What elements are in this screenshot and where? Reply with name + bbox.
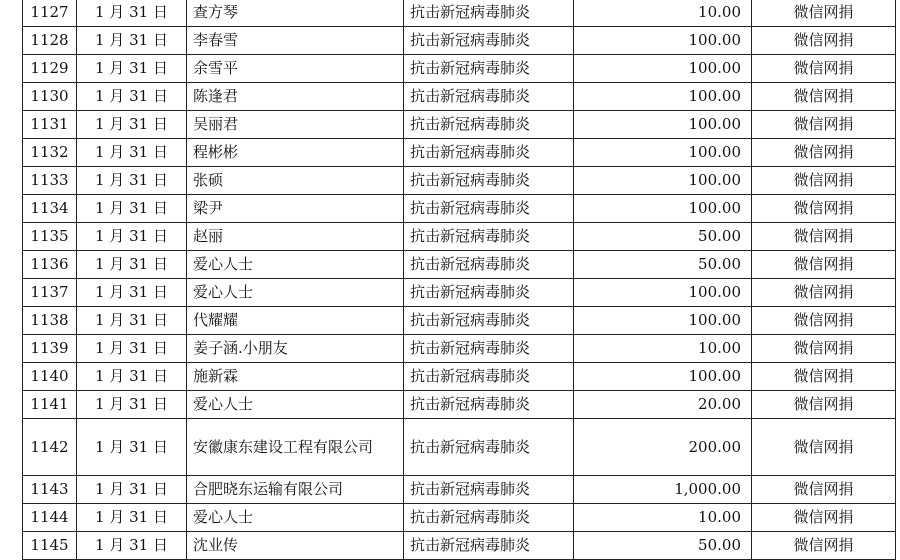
amount-cell: 10.00 <box>574 0 752 27</box>
date-cell: 1 月 31 日 <box>77 27 187 55</box>
purpose-cell: 抗击新冠病毒肺炎 <box>404 223 574 251</box>
amount-cell: 100.00 <box>574 83 752 111</box>
donor-name-cell: 合肥晓东运输有限公司 <box>187 476 404 504</box>
record-number-cell: 1133 <box>23 167 77 195</box>
donor-name-cell: 李春雪 <box>187 27 404 55</box>
purpose-cell: 抗击新冠病毒肺炎 <box>404 391 574 419</box>
amount-cell: 200.00 <box>574 419 752 476</box>
record-number-cell: 1131 <box>23 111 77 139</box>
date-cell: 1 月 31 日 <box>77 335 187 363</box>
table-row <box>23 532 896 560</box>
donor-name-cell: 代耀耀 <box>187 307 404 335</box>
donation-table <box>22 0 896 560</box>
donor-name-cell: 陈逢君 <box>187 83 404 111</box>
table-row <box>23 335 896 363</box>
table-row <box>23 419 896 476</box>
amount-cell: 100.00 <box>574 27 752 55</box>
date-cell: 1 月 31 日 <box>77 279 187 307</box>
purpose-cell: 抗击新冠病毒肺炎 <box>404 335 574 363</box>
record-number-cell: 1139 <box>23 335 77 363</box>
purpose-cell: 抗击新冠病毒肺炎 <box>404 476 574 504</box>
amount-cell: 100.00 <box>574 111 752 139</box>
donor-name-cell: 余雪平 <box>187 55 404 83</box>
donor-name-cell: 施新霖 <box>187 363 404 391</box>
purpose-cell: 抗击新冠病毒肺炎 <box>404 363 574 391</box>
donor-name-cell: 爱心人士 <box>187 251 404 279</box>
record-number-cell: 1138 <box>23 307 77 335</box>
method-cell: 微信网捐 <box>752 251 896 279</box>
donor-name-cell: 张硕 <box>187 167 404 195</box>
purpose-cell: 抗击新冠病毒肺炎 <box>404 111 574 139</box>
table-row <box>23 167 896 195</box>
purpose-cell: 抗击新冠病毒肺炎 <box>404 504 574 532</box>
purpose-cell: 抗击新冠病毒肺炎 <box>404 251 574 279</box>
amount-cell: 20.00 <box>574 391 752 419</box>
date-cell: 1 月 31 日 <box>77 363 187 391</box>
date-cell: 1 月 31 日 <box>77 0 187 27</box>
method-cell: 微信网捐 <box>752 335 896 363</box>
amount-cell: 100.00 <box>574 167 752 195</box>
table-row <box>23 476 896 504</box>
donor-name-cell: 程彬彬 <box>187 139 404 167</box>
amount-cell: 50.00 <box>574 251 752 279</box>
method-cell: 微信网捐 <box>752 139 896 167</box>
purpose-cell: 抗击新冠病毒肺炎 <box>404 55 574 83</box>
record-number-cell: 1130 <box>23 83 77 111</box>
table-row <box>23 504 896 532</box>
purpose-cell: 抗击新冠病毒肺炎 <box>404 532 574 560</box>
amount-cell: 100.00 <box>574 55 752 83</box>
donor-name-cell: 爱心人士 <box>187 504 404 532</box>
date-cell: 1 月 31 日 <box>77 223 187 251</box>
purpose-cell: 抗击新冠病毒肺炎 <box>404 83 574 111</box>
table-row <box>23 55 896 83</box>
record-number-cell: 1141 <box>23 391 77 419</box>
date-cell: 1 月 31 日 <box>77 195 187 223</box>
table-row <box>23 307 896 335</box>
amount-cell: 100.00 <box>574 279 752 307</box>
table-row <box>23 195 896 223</box>
record-number-cell: 1143 <box>23 476 77 504</box>
date-cell: 1 月 31 日 <box>77 167 187 195</box>
date-cell: 1 月 31 日 <box>77 139 187 167</box>
date-cell: 1 月 31 日 <box>77 83 187 111</box>
date-cell: 1 月 31 日 <box>77 55 187 83</box>
date-cell: 1 月 31 日 <box>77 391 187 419</box>
amount-cell: 10.00 <box>574 335 752 363</box>
table-row <box>23 363 896 391</box>
table-row <box>23 139 896 167</box>
method-cell: 微信网捐 <box>752 419 896 476</box>
date-cell: 1 月 31 日 <box>77 419 187 476</box>
purpose-cell: 抗击新冠病毒肺炎 <box>404 419 574 476</box>
purpose-cell: 抗击新冠病毒肺炎 <box>404 195 574 223</box>
table-row <box>23 279 896 307</box>
method-cell: 微信网捐 <box>752 504 896 532</box>
purpose-cell: 抗击新冠病毒肺炎 <box>404 0 574 27</box>
amount-cell: 100.00 <box>574 363 752 391</box>
donor-name-cell: 沈业传 <box>187 532 404 560</box>
table-row <box>23 223 896 251</box>
amount-cell: 1,000.00 <box>574 476 752 504</box>
record-number-cell: 1127 <box>23 0 77 27</box>
purpose-cell: 抗击新冠病毒肺炎 <box>404 279 574 307</box>
purpose-cell: 抗击新冠病毒肺炎 <box>404 167 574 195</box>
method-cell: 微信网捐 <box>752 83 896 111</box>
record-number-cell: 1145 <box>23 532 77 560</box>
table-row <box>23 111 896 139</box>
date-cell: 1 月 31 日 <box>77 476 187 504</box>
method-cell: 微信网捐 <box>752 307 896 335</box>
method-cell: 微信网捐 <box>752 532 896 560</box>
donor-name-cell: 吴丽君 <box>187 111 404 139</box>
method-cell: 微信网捐 <box>752 27 896 55</box>
donor-name-cell: 赵丽 <box>187 223 404 251</box>
donor-name-cell: 查方琴 <box>187 0 404 27</box>
donor-name-cell: 安徽康东建设工程有限公司 <box>187 419 404 476</box>
record-number-cell: 1132 <box>23 139 77 167</box>
date-cell: 1 月 31 日 <box>77 307 187 335</box>
record-number-cell: 1142 <box>23 419 77 476</box>
date-cell: 1 月 31 日 <box>77 532 187 560</box>
amount-cell: 50.00 <box>574 223 752 251</box>
donor-name-cell: 爱心人士 <box>187 279 404 307</box>
record-number-cell: 1140 <box>23 363 77 391</box>
method-cell: 微信网捐 <box>752 167 896 195</box>
purpose-cell: 抗击新冠病毒肺炎 <box>404 307 574 335</box>
amount-cell: 100.00 <box>574 195 752 223</box>
method-cell: 微信网捐 <box>752 279 896 307</box>
date-cell: 1 月 31 日 <box>77 111 187 139</box>
date-cell: 1 月 31 日 <box>77 504 187 532</box>
amount-cell: 10.00 <box>574 504 752 532</box>
method-cell: 微信网捐 <box>752 223 896 251</box>
record-number-cell: 1129 <box>23 55 77 83</box>
purpose-cell: 抗击新冠病毒肺炎 <box>404 27 574 55</box>
record-number-cell: 1136 <box>23 251 77 279</box>
table-row <box>23 0 896 27</box>
table-row <box>23 391 896 419</box>
donor-name-cell: 梁尹 <box>187 195 404 223</box>
donor-name-cell: 爱心人士 <box>187 391 404 419</box>
method-cell: 微信网捐 <box>752 391 896 419</box>
date-cell: 1 月 31 日 <box>77 251 187 279</box>
method-cell: 微信网捐 <box>752 476 896 504</box>
record-number-cell: 1137 <box>23 279 77 307</box>
record-number-cell: 1135 <box>23 223 77 251</box>
table-row <box>23 251 896 279</box>
donor-name-cell: 姜子涵.小朋友 <box>187 335 404 363</box>
method-cell: 微信网捐 <box>752 111 896 139</box>
table-row <box>23 27 896 55</box>
method-cell: 微信网捐 <box>752 55 896 83</box>
method-cell: 微信网捐 <box>752 195 896 223</box>
record-number-cell: 1134 <box>23 195 77 223</box>
donation-table-body <box>23 0 896 560</box>
method-cell: 微信网捐 <box>752 0 896 27</box>
record-number-cell: 1128 <box>23 27 77 55</box>
method-cell: 微信网捐 <box>752 363 896 391</box>
table-row <box>23 83 896 111</box>
purpose-cell: 抗击新冠病毒肺炎 <box>404 139 574 167</box>
amount-cell: 50.00 <box>574 532 752 560</box>
record-number-cell: 1144 <box>23 504 77 532</box>
amount-cell: 100.00 <box>574 139 752 167</box>
amount-cell: 100.00 <box>574 307 752 335</box>
